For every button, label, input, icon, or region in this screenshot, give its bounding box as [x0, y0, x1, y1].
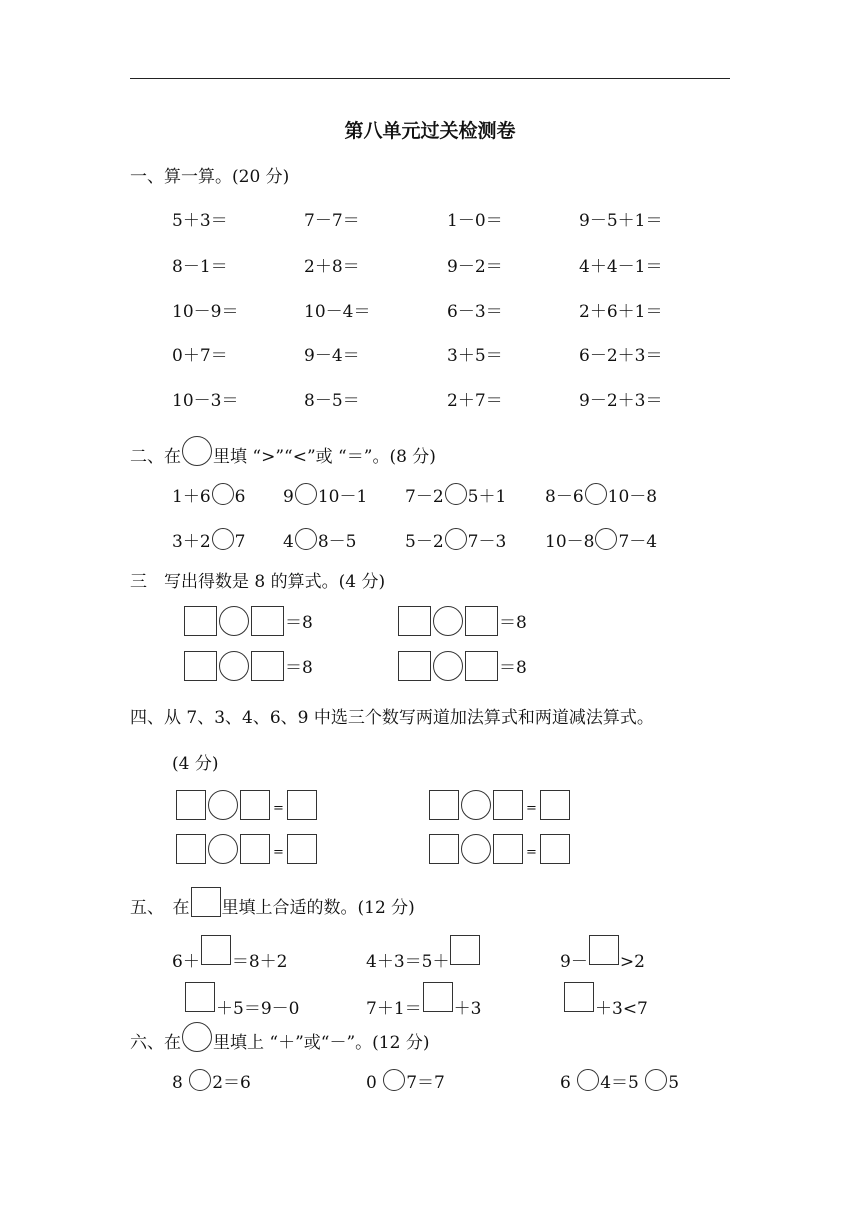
answer-box[interactable] — [176, 834, 206, 864]
problem-left: 0 — [366, 1073, 383, 1093]
equation-blank-row — [397, 606, 527, 636]
answer-box[interactable] — [287, 834, 317, 864]
compare-left: 1＋6 — [172, 487, 211, 507]
arithmetic-problem: 6－2＋3＝ — [579, 346, 663, 366]
arithmetic-problem: 9－2＝ — [447, 257, 503, 277]
compare-right: 7－4 — [618, 532, 658, 552]
equals-sign: = — [526, 845, 537, 860]
header-rule — [130, 78, 730, 79]
compare-right: 7－3 — [467, 532, 507, 552]
section-5-heading-post: 里填上合适的数。(12 分) — [221, 898, 415, 918]
arithmetic-problem: 3＋5＝ — [447, 346, 503, 366]
answer-circle[interactable] — [445, 528, 467, 550]
arithmetic-problem: 9－2＋3＝ — [579, 391, 663, 411]
compare-left: 8－6 — [545, 487, 584, 507]
compare-right: 6 — [234, 487, 246, 507]
equals-sign: = — [273, 801, 284, 816]
compare-problem — [172, 482, 245, 507]
section-4-score: (4 分) — [172, 754, 219, 774]
fill-number-problem — [172, 935, 287, 972]
operator-circle[interactable] — [219, 606, 249, 636]
arithmetic-problem: 2＋8＝ — [304, 257, 360, 277]
answer-box[interactable] — [465, 651, 498, 681]
operator-circle[interactable] — [645, 1069, 667, 1091]
space — [639, 1073, 644, 1093]
operator-problem — [366, 1068, 445, 1093]
equation-result: ＝8 — [499, 613, 527, 633]
arithmetic-problem: 5＋3＝ — [172, 211, 228, 231]
problem-suffix: ＝8＋2 — [231, 952, 288, 972]
compare-left: 10－8 — [545, 532, 595, 552]
section-2-heading-pre: 二、在 — [130, 447, 181, 467]
section-3-heading: 三 写出得数是 8 的算式。(4 分) — [130, 572, 386, 592]
answer-box[interactable] — [240, 790, 270, 820]
fill-number-problem — [184, 982, 299, 1019]
problem-right-2: 5 — [668, 1073, 680, 1093]
answer-box[interactable] — [251, 651, 284, 681]
answer-box[interactable] — [423, 982, 453, 1012]
problem-right: 7＝7 — [406, 1073, 445, 1093]
section-6-heading-post: 里填上 “＋”或“－”。(12 分) — [213, 1033, 430, 1053]
operator-problem — [172, 1068, 251, 1093]
operator-circle[interactable] — [577, 1069, 599, 1091]
problem-suffix: ＋3<7 — [595, 999, 648, 1019]
answer-box[interactable] — [429, 834, 459, 864]
operator-circle[interactable] — [383, 1069, 405, 1091]
problem-right: 2＝6 — [212, 1073, 251, 1093]
operator-circle[interactable] — [219, 651, 249, 681]
compare-right: 5＋1 — [467, 487, 507, 507]
answer-box[interactable] — [429, 790, 459, 820]
compare-left: 7－2 — [405, 487, 444, 507]
problem-prefix: 7＋1＝ — [366, 999, 422, 1019]
answer-circle[interactable] — [445, 483, 467, 505]
equation-blank-row — [397, 651, 527, 681]
arithmetic-problem: 8－1＝ — [172, 257, 228, 277]
problem-suffix: ＋3 — [453, 999, 482, 1019]
answer-box[interactable] — [465, 606, 498, 636]
answer-box[interactable] — [564, 982, 594, 1012]
fill-number-problem — [560, 935, 645, 972]
equation-result: ＝8 — [499, 658, 527, 678]
answer-box[interactable] — [450, 935, 480, 965]
operator-circle[interactable] — [433, 651, 463, 681]
problem-left: 8 — [172, 1073, 189, 1093]
problem-prefix: 9－ — [560, 952, 588, 972]
compare-left: 9 — [283, 487, 294, 507]
compare-right: 7 — [234, 532, 246, 552]
operator-circle[interactable] — [461, 790, 491, 820]
compare-problem — [405, 527, 506, 552]
arithmetic-problem: 10－9＝ — [172, 302, 239, 322]
section-5-heading-pre: 五、 在 — [130, 898, 190, 918]
compare-problem — [545, 527, 657, 552]
answer-box[interactable] — [201, 935, 231, 965]
section-6-heading — [130, 1022, 429, 1053]
answer-circle[interactable] — [212, 483, 234, 505]
equals-sign: = — [526, 801, 537, 816]
equation-blank-row — [183, 651, 313, 681]
operator-circle[interactable] — [208, 834, 238, 864]
answer-box[interactable] — [493, 790, 523, 820]
compare-right: 10－8 — [607, 487, 658, 507]
arithmetic-problem: 6－3＝ — [447, 302, 503, 322]
section-4-heading: 四、从 7、3、4、6、9 中选三个数写两道加法算式和两道减法算式。 — [130, 708, 654, 728]
operator-circle[interactable] — [189, 1069, 211, 1091]
arithmetic-problem: 10－3＝ — [172, 391, 239, 411]
answer-box[interactable] — [240, 834, 270, 864]
arithmetic-problem: 8－5＝ — [304, 391, 360, 411]
compare-problem — [545, 482, 657, 507]
compare-problem — [283, 482, 367, 507]
section-1-heading: 一、算一算。(20 分) — [130, 167, 290, 187]
answer-box[interactable] — [589, 935, 619, 965]
answer-box[interactable] — [184, 651, 217, 681]
problem-suffix: ＋5＝9－0 — [216, 999, 300, 1019]
equation-result: ＝8 — [285, 658, 313, 678]
arithmetic-problem: 1－0＝ — [447, 211, 503, 231]
fill-number-problem — [366, 982, 481, 1019]
compare-left: 3＋2 — [172, 532, 211, 552]
square-box-icon — [191, 887, 221, 917]
answer-box[interactable] — [540, 790, 570, 820]
compare-left: 4 — [283, 532, 294, 552]
arithmetic-problem: 9－4＝ — [304, 346, 360, 366]
compare-left: 5－2 — [405, 532, 444, 552]
section-2-heading — [130, 436, 436, 467]
section-2-heading-post: 里填 “>”“<”或 “＝”。(8 分) — [213, 447, 436, 467]
answer-box[interactable] — [184, 606, 217, 636]
operator-problem — [560, 1068, 679, 1093]
answer-box[interactable] — [251, 606, 284, 636]
compare-problem — [172, 527, 245, 552]
equation-blank-row — [175, 790, 318, 820]
circle-icon — [182, 1022, 212, 1052]
compare-problem — [405, 482, 506, 507]
arithmetic-problem: 10－4＝ — [304, 302, 371, 322]
answer-box[interactable] — [540, 834, 570, 864]
equation-blank-row — [428, 834, 571, 864]
operator-circle[interactable] — [208, 790, 238, 820]
fill-number-problem — [563, 982, 648, 1019]
fill-number-problem — [366, 935, 481, 972]
answer-box[interactable] — [398, 606, 431, 636]
answer-box[interactable] — [185, 982, 215, 1012]
section-6-heading-pre: 六、在 — [130, 1033, 181, 1053]
arithmetic-problem: 9－5＋1＝ — [579, 211, 663, 231]
equation-blank-row — [183, 606, 313, 636]
answer-box[interactable] — [493, 834, 523, 864]
answer-box[interactable] — [176, 790, 206, 820]
answer-box[interactable] — [287, 790, 317, 820]
problem-left: 6 — [560, 1073, 577, 1093]
arithmetic-problem: 0＋7＝ — [172, 346, 228, 366]
arithmetic-problem: 4＋4－1＝ — [579, 257, 663, 277]
equation-result: ＝8 — [285, 613, 313, 633]
arithmetic-problem: 7－7＝ — [304, 211, 360, 231]
circle-icon — [182, 436, 212, 466]
answer-box[interactable] — [398, 651, 431, 681]
arithmetic-problem: 2＋7＝ — [447, 391, 503, 411]
answer-circle[interactable] — [585, 483, 607, 505]
operator-circle[interactable] — [461, 834, 491, 864]
page-title: 第八单元过关检测卷 — [344, 120, 516, 142]
operator-circle[interactable] — [433, 606, 463, 636]
equation-blank-row — [175, 834, 318, 864]
answer-circle[interactable] — [595, 528, 617, 550]
compare-right: 10－1 — [317, 487, 368, 507]
answer-circle[interactable] — [212, 528, 234, 550]
problem-prefix: 6＋ — [172, 952, 200, 972]
compare-right: 8－5 — [317, 532, 357, 552]
problem-suffix: >2 — [619, 952, 645, 972]
answer-circle[interactable] — [295, 528, 317, 550]
problem-right: 4＝5 — [600, 1073, 639, 1093]
arithmetic-problem: 2＋6＋1＝ — [579, 302, 663, 322]
problem-prefix: 4＋3＝5＋ — [366, 952, 450, 972]
equation-blank-row — [428, 790, 571, 820]
answer-circle[interactable] — [295, 483, 317, 505]
equals-sign: = — [273, 845, 284, 860]
compare-problem — [283, 527, 356, 552]
section-5-heading — [130, 887, 415, 918]
